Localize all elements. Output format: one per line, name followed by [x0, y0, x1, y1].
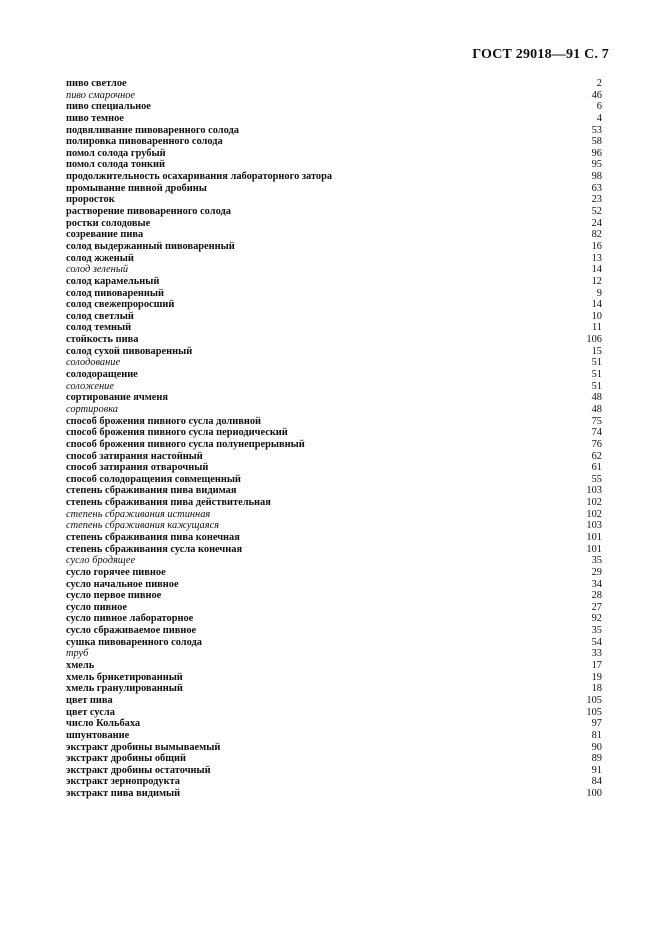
index-page-number: 91 — [591, 764, 602, 776]
index-entry — [66, 695, 602, 707]
index-page-number: 98 — [591, 171, 602, 183]
index-page-number: 102 — [586, 508, 602, 520]
index-term: солод светлый — [66, 310, 134, 322]
index-entry — [66, 90, 602, 102]
index-term: сортировка — [66, 403, 119, 415]
index-term: полировка пивоваренного солода — [66, 136, 223, 148]
index-entry — [66, 404, 602, 416]
index-entry — [66, 788, 602, 800]
index-page-number: 48 — [591, 392, 602, 404]
index-term: степень сбраживания пива конечная — [66, 531, 240, 543]
index-entry — [66, 416, 602, 428]
index-page-number: 16 — [591, 240, 602, 252]
index-term: сусло сбраживаемое пивное — [66, 625, 197, 637]
page-header: ГОСТ 29018—91 С. 7 — [472, 47, 609, 62]
index-page-number: 95 — [591, 159, 602, 171]
index-page-number: 53 — [591, 124, 602, 136]
index-page-number: 58 — [591, 136, 602, 148]
index-term: хмель брикетированный — [66, 671, 183, 683]
index-page-number: 14 — [591, 264, 602, 276]
index-page-number: 19 — [591, 671, 602, 683]
index-page-number: 96 — [591, 147, 602, 159]
index-entry — [66, 776, 602, 788]
index-term: соложение — [66, 380, 114, 392]
index-entry — [66, 672, 602, 684]
index-term: сушка пивоваренного солода — [66, 636, 202, 648]
index-page-number: 92 — [591, 613, 602, 625]
index-page-number: 51 — [591, 380, 602, 392]
index-entry — [66, 485, 602, 497]
index-page-number: 14 — [591, 299, 602, 311]
index-term: созревание пива — [66, 229, 144, 241]
index-entry — [66, 148, 602, 160]
index-term: способ затирания настойный — [66, 450, 203, 462]
index-entry — [66, 288, 602, 300]
index-page-number: 46 — [591, 89, 602, 101]
index-page-number: 100 — [586, 788, 602, 800]
index-page-number: 13 — [591, 252, 602, 264]
index-entry — [66, 730, 602, 742]
index-page-number: 10 — [591, 310, 602, 322]
index-term: сусло начальное пивное — [66, 578, 179, 590]
index-entry — [66, 742, 602, 754]
index-entry — [66, 218, 602, 230]
index-page-number: 76 — [591, 438, 602, 450]
index-term: экстракт дробины остаточный — [66, 764, 211, 776]
index-term: цвет пива — [66, 694, 113, 706]
index-term: солодоращение — [66, 369, 138, 381]
index-page-number: 103 — [586, 485, 602, 497]
index-entry — [66, 474, 602, 486]
index-term: экстракт дробины общий — [66, 753, 186, 765]
index-page-number: 28 — [591, 590, 602, 602]
index-term: солод пивоваренный — [66, 287, 164, 299]
index-page-number: 89 — [591, 753, 602, 765]
index-page-number: 6 — [596, 101, 602, 113]
index-page-number: 82 — [591, 229, 602, 241]
index-term: труб — [66, 648, 89, 660]
index-term: шпунтование — [66, 729, 130, 741]
index-page-number: 61 — [591, 462, 602, 474]
index-entry — [66, 357, 602, 369]
index-entry — [66, 567, 602, 579]
index-entry — [66, 637, 602, 649]
index-page-number: 105 — [586, 706, 602, 718]
index-term: пиво светлое — [66, 78, 127, 89]
index-entry — [66, 276, 602, 288]
index-term: пиво специальное — [66, 101, 151, 113]
index-term: сортирование ячменя — [66, 392, 169, 404]
index-entry — [66, 311, 602, 323]
index-entry — [66, 660, 602, 672]
index-page-number: 51 — [591, 357, 602, 369]
index-entry — [66, 346, 602, 358]
index-term: солод зеленый — [66, 264, 129, 276]
index-page-number: 97 — [591, 718, 602, 730]
index-entry — [66, 462, 602, 474]
index-term: растворение пивоваренного солода — [66, 206, 231, 218]
index-entry — [66, 194, 602, 206]
index-entry — [66, 590, 602, 602]
index-entry — [66, 241, 602, 253]
index-page-number: 4 — [596, 112, 602, 124]
index-page-number: 33 — [591, 648, 602, 660]
index-entry — [66, 579, 602, 591]
index-term: способ брожения пивного сусла полунепрерывный — [66, 438, 305, 450]
index-page-number: 27 — [591, 601, 602, 613]
index-page-number: 35 — [591, 555, 602, 567]
index-term: промывание пивной дробины — [66, 182, 207, 194]
index-page-number: 63 — [591, 182, 602, 194]
index-page-number: 23 — [591, 194, 602, 206]
index-term: стойкость пива — [66, 334, 139, 346]
index-term: способ солодоращения совмещенный — [66, 473, 241, 485]
index-page-number: 101 — [586, 543, 602, 555]
index-term: солод жженый — [66, 252, 134, 264]
index-term: степень сбраживания пива видимая — [66, 485, 237, 497]
index-page-number: 17 — [591, 660, 602, 672]
index-page-number: 75 — [591, 415, 602, 427]
index-page-number: 11 — [591, 322, 602, 334]
index-page-number: 51 — [591, 369, 602, 381]
index-entry — [66, 183, 602, 195]
index-entry — [66, 322, 602, 334]
index-term: солод свежепроросший — [66, 299, 175, 311]
index-entry — [66, 509, 602, 521]
index-entry — [66, 497, 602, 509]
index-entry — [66, 206, 602, 218]
index-page-number: 15 — [591, 345, 602, 357]
index-entry — [66, 113, 602, 125]
index-entry — [66, 544, 602, 556]
index-page-number: 103 — [586, 520, 602, 532]
index-term: экстракт пива видимый — [66, 788, 181, 800]
index-entry — [66, 264, 602, 276]
index-term: сусло бродящее — [66, 555, 136, 567]
index-page-number: 35 — [591, 625, 602, 637]
index-page-number: 84 — [591, 776, 602, 788]
index-entry — [66, 707, 602, 719]
index-page-number: 29 — [591, 566, 602, 578]
index-term: помол солода тонкий — [66, 159, 165, 171]
index-entry — [66, 381, 602, 393]
index-page-number: 54 — [591, 636, 602, 648]
index-term: солод сухой пивоваренный — [66, 345, 193, 357]
index-term: степень сбраживания истинная — [66, 508, 211, 520]
index-term: проросток — [66, 194, 115, 206]
index-term: способ затирания отварочный — [66, 462, 209, 474]
index-term: солодование — [66, 357, 121, 369]
index-term: способ брожения пивного сусла доливной — [66, 415, 262, 427]
index-entry — [66, 159, 602, 171]
index-page-number: 81 — [591, 729, 602, 741]
index-entry — [66, 555, 602, 567]
index-term: солод выдержанный пивоваренный — [66, 240, 235, 252]
index-page-number: 18 — [591, 683, 602, 695]
index-page-number: 52 — [591, 206, 602, 218]
index-entry — [66, 765, 602, 777]
index-entry — [66, 299, 602, 311]
index-entry — [66, 451, 602, 463]
index-term: продолжительность осахаривания лабораторного затора — [66, 171, 333, 183]
index-page-number: 74 — [591, 427, 602, 439]
index-page-number: 102 — [586, 497, 602, 509]
index-term: ростки солодовые — [66, 217, 151, 229]
index-term: экстракт зернопродукта — [66, 776, 180, 788]
index-term: сусло горячее пивное — [66, 566, 166, 578]
index-page-number: 24 — [591, 217, 602, 229]
index-term: хмель — [66, 660, 95, 672]
index-term: способ брожения пивного сусла периодический — [66, 427, 288, 439]
index-entry — [66, 602, 602, 614]
index-list — [66, 78, 602, 800]
index-entry — [66, 520, 602, 532]
index-term: цвет сусла — [66, 706, 115, 718]
index-entry — [66, 613, 602, 625]
index-page-number: 34 — [591, 578, 602, 590]
index-entry — [66, 253, 602, 265]
index-page-number: 2 — [596, 78, 602, 89]
index-entry — [66, 439, 602, 451]
index-entry — [66, 369, 602, 381]
index-term: степень сбраживания кажущаяся — [66, 520, 220, 532]
index-term: число Кольбаха — [66, 718, 141, 730]
index-term: сусло пивное — [66, 601, 127, 613]
index-page-number: 101 — [586, 531, 602, 543]
index-term: сусло первое пивное — [66, 590, 162, 602]
index-entry — [66, 753, 602, 765]
index-term: сусло пивное лабораторное — [66, 613, 194, 625]
index-page-number: 62 — [591, 450, 602, 462]
index-page-number: 12 — [591, 275, 602, 287]
index-term: пиво смарочное — [66, 89, 136, 101]
index-term: пиво темное — [66, 112, 124, 124]
index-page-number: 9 — [596, 287, 602, 299]
index-term: экстракт дробины вымываемый — [66, 741, 221, 753]
index-term: подвяливание пивоваренного солода — [66, 124, 239, 136]
index-entry — [66, 334, 602, 346]
index-term: солод карамельный — [66, 275, 160, 287]
index-entry — [66, 427, 602, 439]
index-page-number: 48 — [591, 403, 602, 415]
index-page-number: 105 — [586, 694, 602, 706]
index-term: хмель гранулированный — [66, 683, 183, 695]
index-entry — [66, 718, 602, 730]
index-page-number: 90 — [591, 741, 602, 753]
index-entry — [66, 101, 602, 113]
index-entry — [66, 625, 602, 637]
index-entry — [66, 392, 602, 404]
index-term: помол солода грубый — [66, 147, 166, 159]
index-entry — [66, 171, 602, 183]
index-page-number: 55 — [591, 473, 602, 485]
index-entry — [66, 136, 602, 148]
index-entry — [66, 229, 602, 241]
index-term: солод темный — [66, 322, 132, 334]
index-entry — [66, 532, 602, 544]
index-page-number: 106 — [586, 334, 602, 346]
index-entry — [66, 125, 602, 137]
index-entry — [66, 648, 602, 660]
index-term: степень сбраживания пива действительная — [66, 497, 271, 509]
index-entry — [66, 683, 602, 695]
index-entry — [66, 78, 602, 90]
index-term: степень сбраживания сусла конечная — [66, 543, 243, 555]
